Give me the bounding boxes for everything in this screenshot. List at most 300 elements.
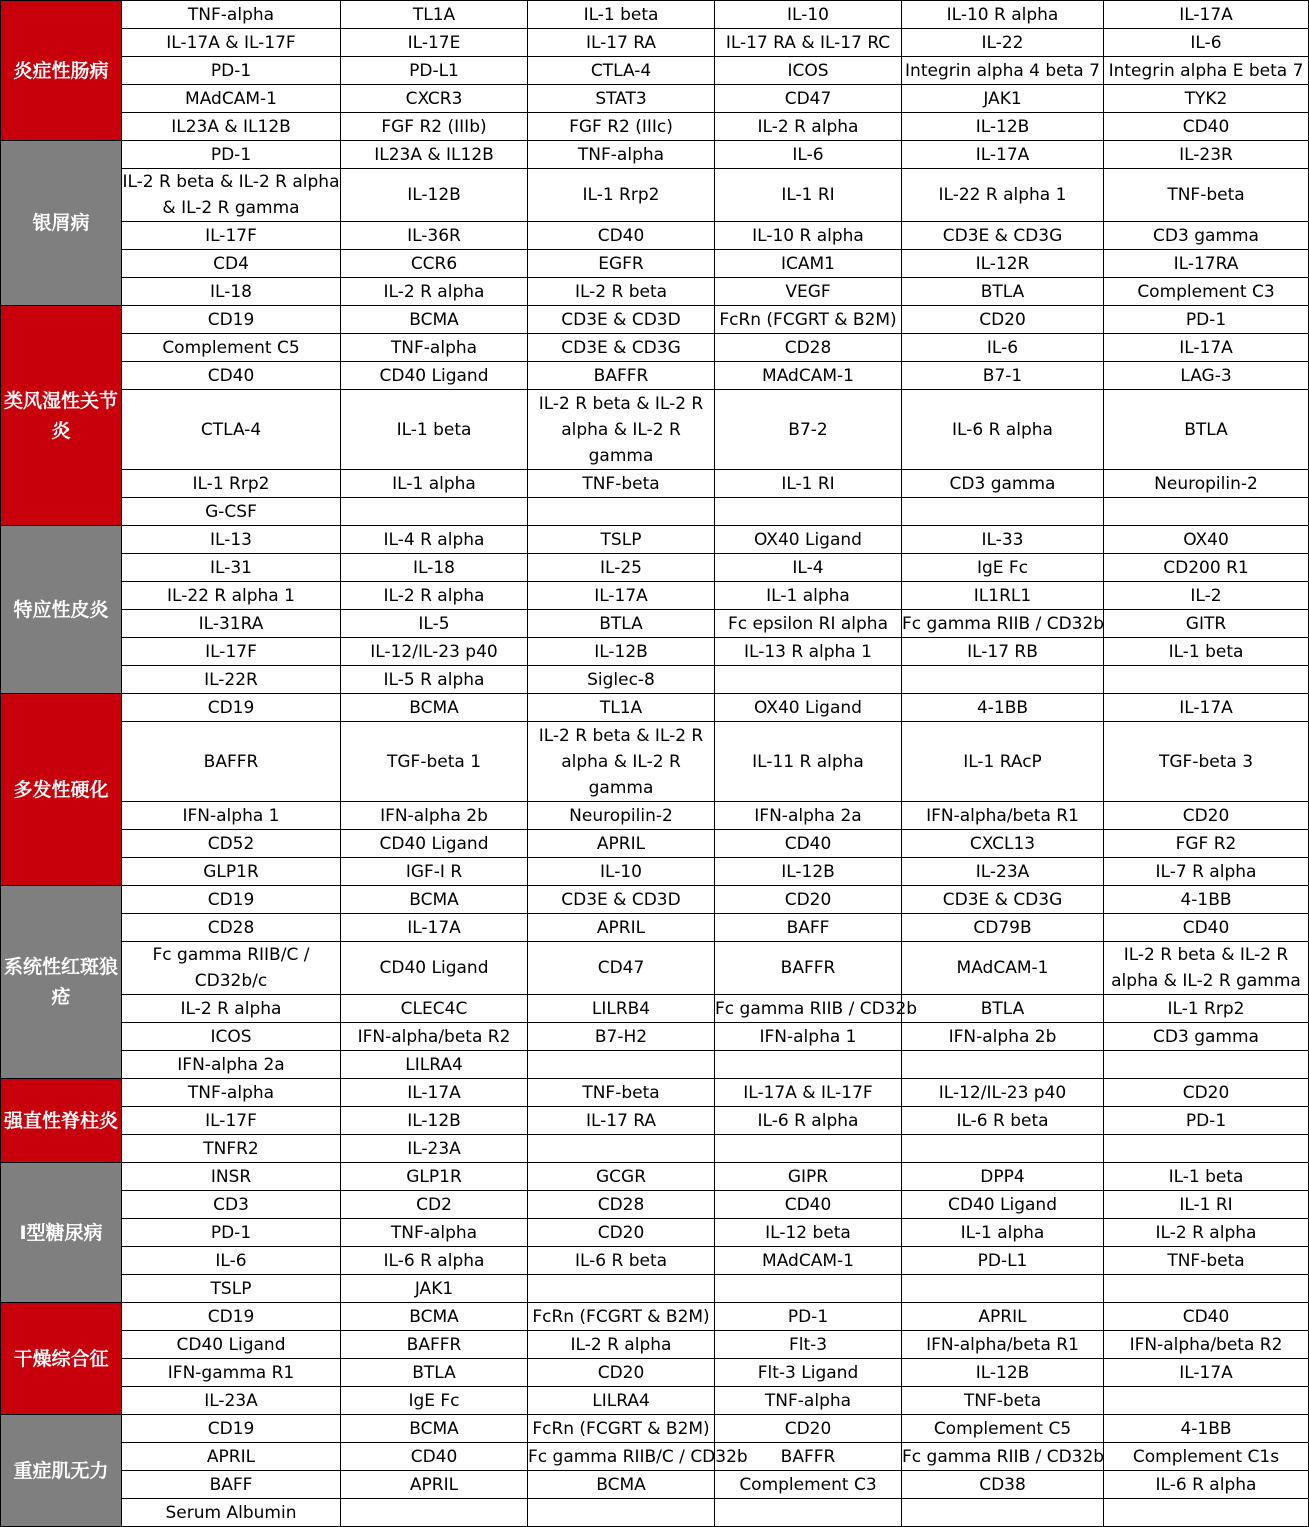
target-cell: TNF-alpha [528, 141, 715, 169]
target-cell: OX40 Ligand [715, 694, 902, 722]
target-cell: 4-1BB [902, 694, 1104, 722]
target-cell: Fc gamma RIIB / CD32b [902, 1443, 1104, 1471]
table-row [1, 1135, 1309, 1163]
target-cell: CD28 [715, 334, 902, 362]
target-cell: IL-17F [122, 222, 341, 250]
target-cell: TNF-beta [528, 470, 715, 498]
target-cell: OX40 Ligand [715, 526, 902, 554]
target-cell: IL-6 [715, 141, 902, 169]
target-cell: TYK2 [1104, 85, 1309, 113]
target-cell: CD20 [528, 1219, 715, 1247]
target-cell: CD19 [122, 1415, 341, 1443]
target-cell: TNF-alpha [341, 1219, 528, 1247]
target-cell: FcRn (FCGRT & B2M) [528, 1415, 715, 1443]
target-cell: IL-6 R alpha [902, 390, 1104, 470]
target-cell: IL-12 beta [715, 1219, 902, 1247]
target-cell: IL-6 [902, 334, 1104, 362]
table-row [1, 694, 1309, 722]
target-cell: IL-23A [902, 858, 1104, 886]
target-cell: CD3E & CD3G [902, 886, 1104, 914]
target-cell: APRIL [528, 830, 715, 858]
disease-label: 类风湿性关节炎 [1, 306, 122, 526]
target-cell [715, 666, 902, 694]
target-cell: ICAM1 [715, 250, 902, 278]
target-cell: CD3E & CD3G [528, 334, 715, 362]
target-cell: IL-7 R alpha [1104, 858, 1309, 886]
target-cell: APRIL [902, 1303, 1104, 1331]
target-cell: ICOS [715, 57, 902, 85]
target-cell: OX40 [1104, 526, 1309, 554]
target-cell: IFN-gamma R1 [122, 1359, 341, 1387]
target-cell [902, 498, 1104, 526]
target-cell: IFN-alpha 1 [715, 1023, 902, 1051]
target-cell: IL-13 [122, 526, 341, 554]
target-cell: IL-31RA [122, 610, 341, 638]
target-cell: IL-1 Rrp2 [122, 470, 341, 498]
target-cell: IL-1 Rrp2 [1104, 995, 1309, 1023]
table-row [1, 1051, 1309, 1079]
target-cell: FGF R2 [1104, 830, 1309, 858]
target-cell: CD3 gamma [902, 470, 1104, 498]
target-cell: BTLA [341, 1359, 528, 1387]
target-cell: TSLP [528, 526, 715, 554]
target-cell: IL-2 R beta & IL-2 R alpha & IL-2 R gamma [122, 169, 341, 222]
target-cell: CD20 [1104, 1079, 1309, 1107]
target-cell: IFN-alpha 2b [902, 1023, 1104, 1051]
target-cell: TNF-alpha [122, 1079, 341, 1107]
target-cell: TGF-beta 1 [341, 722, 528, 802]
target-cell: Fc gamma RIIB / CD32b [902, 610, 1104, 638]
table-row [1, 830, 1309, 858]
target-cell: BTLA [902, 995, 1104, 1023]
target-cell: FcRn (FCGRT & B2M) [715, 306, 902, 334]
table-row [1, 1107, 1309, 1135]
target-cell: FGF R2 (IIIc) [528, 113, 715, 141]
target-cell: FGF R2 (IIIb) [341, 113, 528, 141]
target-cell [1104, 1275, 1309, 1303]
table-row [1, 995, 1309, 1023]
table-row [1, 1471, 1309, 1499]
target-cell: IL-12B [341, 169, 528, 222]
target-cell: IL-33 [902, 526, 1104, 554]
target-cell: IL-17A [1104, 334, 1309, 362]
target-cell: STAT3 [528, 85, 715, 113]
target-cell: IFN-alpha/beta R2 [341, 1023, 528, 1051]
target-cell: IL-23A [122, 1387, 341, 1415]
table-row [1, 85, 1309, 113]
target-cell [715, 1499, 902, 1527]
target-cell [902, 1135, 1104, 1163]
table-row [1, 1, 1309, 29]
target-cell: IL-10 R alpha [715, 222, 902, 250]
disease-label: 特应性皮炎 [1, 526, 122, 694]
target-cell: G-CSF [122, 498, 341, 526]
target-cell [341, 498, 528, 526]
target-cell: IL-1 alpha [715, 582, 902, 610]
disease-label: 强直性脊柱炎 [1, 1079, 122, 1163]
target-cell: IL-17A [1104, 1359, 1309, 1387]
target-cell: IL-12/IL-23 p40 [341, 638, 528, 666]
target-cell: B7-2 [715, 390, 902, 470]
table-row [1, 802, 1309, 830]
target-cell: IL-6 [122, 1247, 341, 1275]
target-cell: CD28 [122, 914, 341, 942]
target-cell: IL-1 RI [715, 169, 902, 222]
target-cell: MAdCAM-1 [122, 85, 341, 113]
target-cell: IL-22R [122, 666, 341, 694]
table-row [1, 722, 1309, 802]
target-cell: IL-4 R alpha [341, 526, 528, 554]
target-cell [715, 1135, 902, 1163]
table-row [1, 57, 1309, 85]
target-cell: LAG-3 [1104, 362, 1309, 390]
table-row [1, 306, 1309, 334]
target-cell: Fc epsilon RI alpha [715, 610, 902, 638]
table-row [1, 526, 1309, 554]
target-cell: GLP1R [341, 1163, 528, 1191]
target-cell: IL-4 [715, 554, 902, 582]
target-cell: CD3E & CD3D [528, 306, 715, 334]
target-cell: Complement C1s [1104, 1443, 1309, 1471]
target-cell: IFN-alpha/beta R1 [902, 802, 1104, 830]
table-row [1, 582, 1309, 610]
target-cell: CD3 gamma [1104, 222, 1309, 250]
target-cell: IL-17A & IL-17F [715, 1079, 902, 1107]
target-cell [715, 498, 902, 526]
disease-label: 多发性硬化 [1, 694, 122, 886]
target-cell: IL-17 RB [902, 638, 1104, 666]
target-cell: CD2 [341, 1191, 528, 1219]
target-cell: IL-12/IL-23 p40 [902, 1079, 1104, 1107]
target-cell: IL-1 Rrp2 [528, 169, 715, 222]
target-cell: JAK1 [341, 1275, 528, 1303]
target-cell: CD3E & CD3D [528, 886, 715, 914]
target-cell: IL-12B [528, 638, 715, 666]
target-cell: BTLA [1104, 390, 1309, 470]
target-cell: CD19 [122, 1303, 341, 1331]
target-cell: JAK1 [902, 85, 1104, 113]
target-cell: IL-17 RA [528, 1107, 715, 1135]
target-cell: GCGR [528, 1163, 715, 1191]
target-cell: BCMA [528, 1471, 715, 1499]
target-cell: BCMA [341, 306, 528, 334]
target-cell: Complement C5 [122, 334, 341, 362]
target-cell: IL-17RA [1104, 250, 1309, 278]
target-cell: IL-17A [341, 1079, 528, 1107]
target-cell: IFN-alpha 2b [341, 802, 528, 830]
target-cell: CD3 [122, 1191, 341, 1219]
target-cell: IL-2 R alpha [122, 995, 341, 1023]
target-cell: IL-12B [715, 858, 902, 886]
target-cell: CD40 Ligand [341, 942, 528, 995]
target-cell: PD-1 [1104, 1107, 1309, 1135]
target-cell: IL-2 R beta & IL-2 R alpha & IL-2 R gamma [528, 390, 715, 470]
target-cell: IL-2 R beta & IL-2 R alpha & IL-2 R gamma [1104, 942, 1309, 995]
target-cell: APRIL [528, 914, 715, 942]
target-cell: IL-2 R beta & IL-2 R alpha & IL-2 R gamma [528, 722, 715, 802]
target-cell: MAdCAM-1 [715, 1247, 902, 1275]
target-cell: CD19 [122, 306, 341, 334]
target-cell: IL-2 [1104, 582, 1309, 610]
target-cell: BTLA [902, 278, 1104, 306]
target-cell: IL-22 [902, 29, 1104, 57]
table-row [1, 942, 1309, 995]
target-cell [528, 1051, 715, 1079]
target-cell: Complement C3 [715, 1471, 902, 1499]
table-row [1, 169, 1309, 222]
target-cell: CD40 [715, 830, 902, 858]
target-cell: IL-17A [528, 582, 715, 610]
target-cell: IL-2 R alpha [341, 278, 528, 306]
target-cell: MAdCAM-1 [715, 362, 902, 390]
target-cell: CD19 [122, 694, 341, 722]
target-cell: TNF-alpha [122, 1, 341, 29]
target-cell: IL-6 R alpha [341, 1247, 528, 1275]
target-cell: IL-2 R alpha [715, 113, 902, 141]
target-cell: Siglec-8 [528, 666, 715, 694]
table-row [1, 858, 1309, 886]
target-cell: IL-31 [122, 554, 341, 582]
table-row [1, 250, 1309, 278]
target-cell: IL23A & IL12B [341, 141, 528, 169]
table-row [1, 222, 1309, 250]
target-cell: IL-17 RA & IL-17 RC [715, 29, 902, 57]
target-cell: IL-17 RA [528, 29, 715, 57]
disease-label: 重症肌无力 [1, 1415, 122, 1527]
disease-label: I型糖尿病 [1, 1163, 122, 1303]
target-cell: IFN-alpha 1 [122, 802, 341, 830]
target-cell: CD52 [122, 830, 341, 858]
target-cell: Neuropilin-2 [1104, 470, 1309, 498]
target-cell: IL-17E [341, 29, 528, 57]
target-cell: CLEC4C [341, 995, 528, 1023]
target-cell [1104, 1387, 1309, 1415]
target-cell: CD19 [122, 886, 341, 914]
target-cell: BCMA [341, 886, 528, 914]
target-cell: TSLP [122, 1275, 341, 1303]
target-cell: CD40 [341, 1443, 528, 1471]
target-cell: CD40 [122, 362, 341, 390]
target-cell: IL-18 [122, 278, 341, 306]
target-cell: IGF-I R [341, 858, 528, 886]
target-cell: Flt-3 Ligand [715, 1359, 902, 1387]
target-cell [528, 1135, 715, 1163]
target-cell: IL23A & IL12B [122, 113, 341, 141]
table-row [1, 554, 1309, 582]
target-cell: EGFR [528, 250, 715, 278]
target-cell: IL-6 R beta [528, 1247, 715, 1275]
target-cell [902, 1499, 1104, 1527]
target-cell [1104, 1499, 1309, 1527]
table-row [1, 886, 1309, 914]
target-cell: TNF-beta [902, 1387, 1104, 1415]
target-cell: IFN-alpha 2a [122, 1051, 341, 1079]
target-cell: Fc gamma RIIB / CD32b [715, 995, 902, 1023]
target-cell: BAFFR [715, 942, 902, 995]
target-cell: CD28 [528, 1191, 715, 1219]
table-row [1, 1499, 1309, 1527]
target-cell: IL-22 R alpha 1 [122, 582, 341, 610]
target-cell: BAFFR [122, 722, 341, 802]
target-cell: LILRA4 [341, 1051, 528, 1079]
target-cell: IL-18 [341, 554, 528, 582]
target-cell: MAdCAM-1 [902, 942, 1104, 995]
table-row [1, 334, 1309, 362]
target-cell [1104, 666, 1309, 694]
target-cell: IL-17A & IL-17F [122, 29, 341, 57]
target-cell: IL-5 R alpha [341, 666, 528, 694]
target-cell: IL-22 R alpha 1 [902, 169, 1104, 222]
target-cell: Integrin alpha 4 beta 7 [902, 57, 1104, 85]
target-cell: IFN-alpha 2a [715, 802, 902, 830]
table-row [1, 113, 1309, 141]
target-cell: TNF-beta [528, 1079, 715, 1107]
target-cell: GIPR [715, 1163, 902, 1191]
target-cell: CD20 [715, 1415, 902, 1443]
disease-label: 干燥综合征 [1, 1303, 122, 1415]
target-cell: BAFFR [341, 1331, 528, 1359]
target-cell: 4-1BB [1104, 886, 1309, 914]
target-cell: IL-6 R beta [902, 1107, 1104, 1135]
target-cell: ICOS [122, 1023, 341, 1051]
target-cell: TNFR2 [122, 1135, 341, 1163]
target-cell: CTLA-4 [122, 390, 341, 470]
target-cell: BAFFR [715, 1443, 902, 1471]
target-cell: BTLA [528, 610, 715, 638]
target-cell: BAFFR [528, 362, 715, 390]
table-row [1, 498, 1309, 526]
target-cell: IL-6 R alpha [715, 1107, 902, 1135]
target-cell: BAFF [122, 1471, 341, 1499]
target-cell: IL-10 [715, 1, 902, 29]
target-cell: IL-11 R alpha [715, 722, 902, 802]
target-cell: IL-10 R alpha [902, 1, 1104, 29]
target-cell: TNF-beta [1104, 1247, 1309, 1275]
target-cell: CD40 [1104, 113, 1309, 141]
target-cell: CD40 [1104, 1303, 1309, 1331]
target-cell: Fc gamma RIIB/C / CD32b [528, 1443, 715, 1471]
target-cell [902, 666, 1104, 694]
table-row [1, 29, 1309, 57]
target-cell [1104, 1135, 1309, 1163]
target-cell: IL-1 alpha [902, 1219, 1104, 1247]
target-cell: IL-12B [902, 113, 1104, 141]
table-row [1, 1387, 1309, 1415]
target-cell: IL-1 beta [1104, 638, 1309, 666]
target-cell [1104, 1051, 1309, 1079]
target-cell: CD40 Ligand [341, 830, 528, 858]
target-cell [341, 1499, 528, 1527]
disease-label: 系统性红斑狼疮 [1, 886, 122, 1079]
target-cell: LILRA4 [528, 1387, 715, 1415]
target-cell: IL-1 beta [528, 1, 715, 29]
table-row [1, 1247, 1309, 1275]
target-cell: IFN-alpha/beta R1 [902, 1331, 1104, 1359]
target-cell: IL-12B [902, 1359, 1104, 1387]
target-cell: CCR6 [341, 250, 528, 278]
disease-label: 银屑病 [1, 141, 122, 306]
target-cell: APRIL [341, 1471, 528, 1499]
target-cell: CD20 [528, 1359, 715, 1387]
target-cell: 4-1BB [1104, 1415, 1309, 1443]
target-cell: CXCL13 [902, 830, 1104, 858]
table-row [1, 390, 1309, 470]
target-cell: IL-6 [1104, 29, 1309, 57]
target-cell: PD-1 [122, 57, 341, 85]
target-cell: IL-17A [1104, 1, 1309, 29]
target-cell: IL-12B [341, 1107, 528, 1135]
target-cell [528, 1275, 715, 1303]
target-cell: Neuropilin-2 [528, 802, 715, 830]
target-cell: Flt-3 [715, 1331, 902, 1359]
target-cell: CD40 Ligand [122, 1331, 341, 1359]
target-cell: CD40 [528, 222, 715, 250]
target-cell: TNF-alpha [341, 334, 528, 362]
target-cell: IL-12R [902, 250, 1104, 278]
table-row [1, 1079, 1309, 1107]
target-cell [1104, 498, 1309, 526]
target-cell: IFN-alpha/beta R2 [1104, 1331, 1309, 1359]
table-row [1, 1191, 1309, 1219]
table-row [1, 1219, 1309, 1247]
target-cell: CD47 [715, 85, 902, 113]
target-cell: CD40 [715, 1191, 902, 1219]
target-cell: TL1A [341, 1, 528, 29]
target-cell: CTLA-4 [528, 57, 715, 85]
target-cell: CD47 [528, 942, 715, 995]
table-row [1, 141, 1309, 169]
target-cell: CD20 [715, 886, 902, 914]
table-row [1, 638, 1309, 666]
target-cell: IL-36R [341, 222, 528, 250]
target-cell: IL-17F [122, 638, 341, 666]
target-cell: IL-17A [902, 141, 1104, 169]
table-row [1, 1303, 1309, 1331]
target-cell: GITR [1104, 610, 1309, 638]
target-cell: IL-17F [122, 1107, 341, 1135]
target-cell: IL-1 alpha [341, 470, 528, 498]
target-cell: IL-10 [528, 858, 715, 886]
target-cell: IL1RL1 [902, 582, 1104, 610]
target-cell: TNF-beta [1104, 169, 1309, 222]
target-cell: PD-1 [715, 1303, 902, 1331]
target-cell: IL-1 RI [1104, 1191, 1309, 1219]
table-row [1, 1443, 1309, 1471]
target-cell: CXCR3 [341, 85, 528, 113]
target-cell: PD-L1 [341, 57, 528, 85]
target-cell: BCMA [341, 1415, 528, 1443]
target-cell: CD20 [902, 306, 1104, 334]
target-cell: IL-1 beta [341, 390, 528, 470]
target-cell: TGF-beta 3 [1104, 722, 1309, 802]
target-cell: CD200 R1 [1104, 554, 1309, 582]
target-cell: IgE Fc [341, 1387, 528, 1415]
table-row [1, 362, 1309, 390]
target-cell: CD79B [902, 914, 1104, 942]
target-cell: CD40 [1104, 914, 1309, 942]
target-cell: Complement C3 [1104, 278, 1309, 306]
target-cell: IL-17A [341, 914, 528, 942]
table-row [1, 1415, 1309, 1443]
target-cell [528, 1499, 715, 1527]
table-row [1, 1023, 1309, 1051]
target-cell [715, 1051, 902, 1079]
target-cell: IL-5 [341, 610, 528, 638]
target-cell: TNF-alpha [715, 1387, 902, 1415]
target-cell: IL-1 RAcP [902, 722, 1104, 802]
target-cell: Serum Albumin [122, 1499, 341, 1527]
target-cell: IL-6 R alpha [1104, 1471, 1309, 1499]
